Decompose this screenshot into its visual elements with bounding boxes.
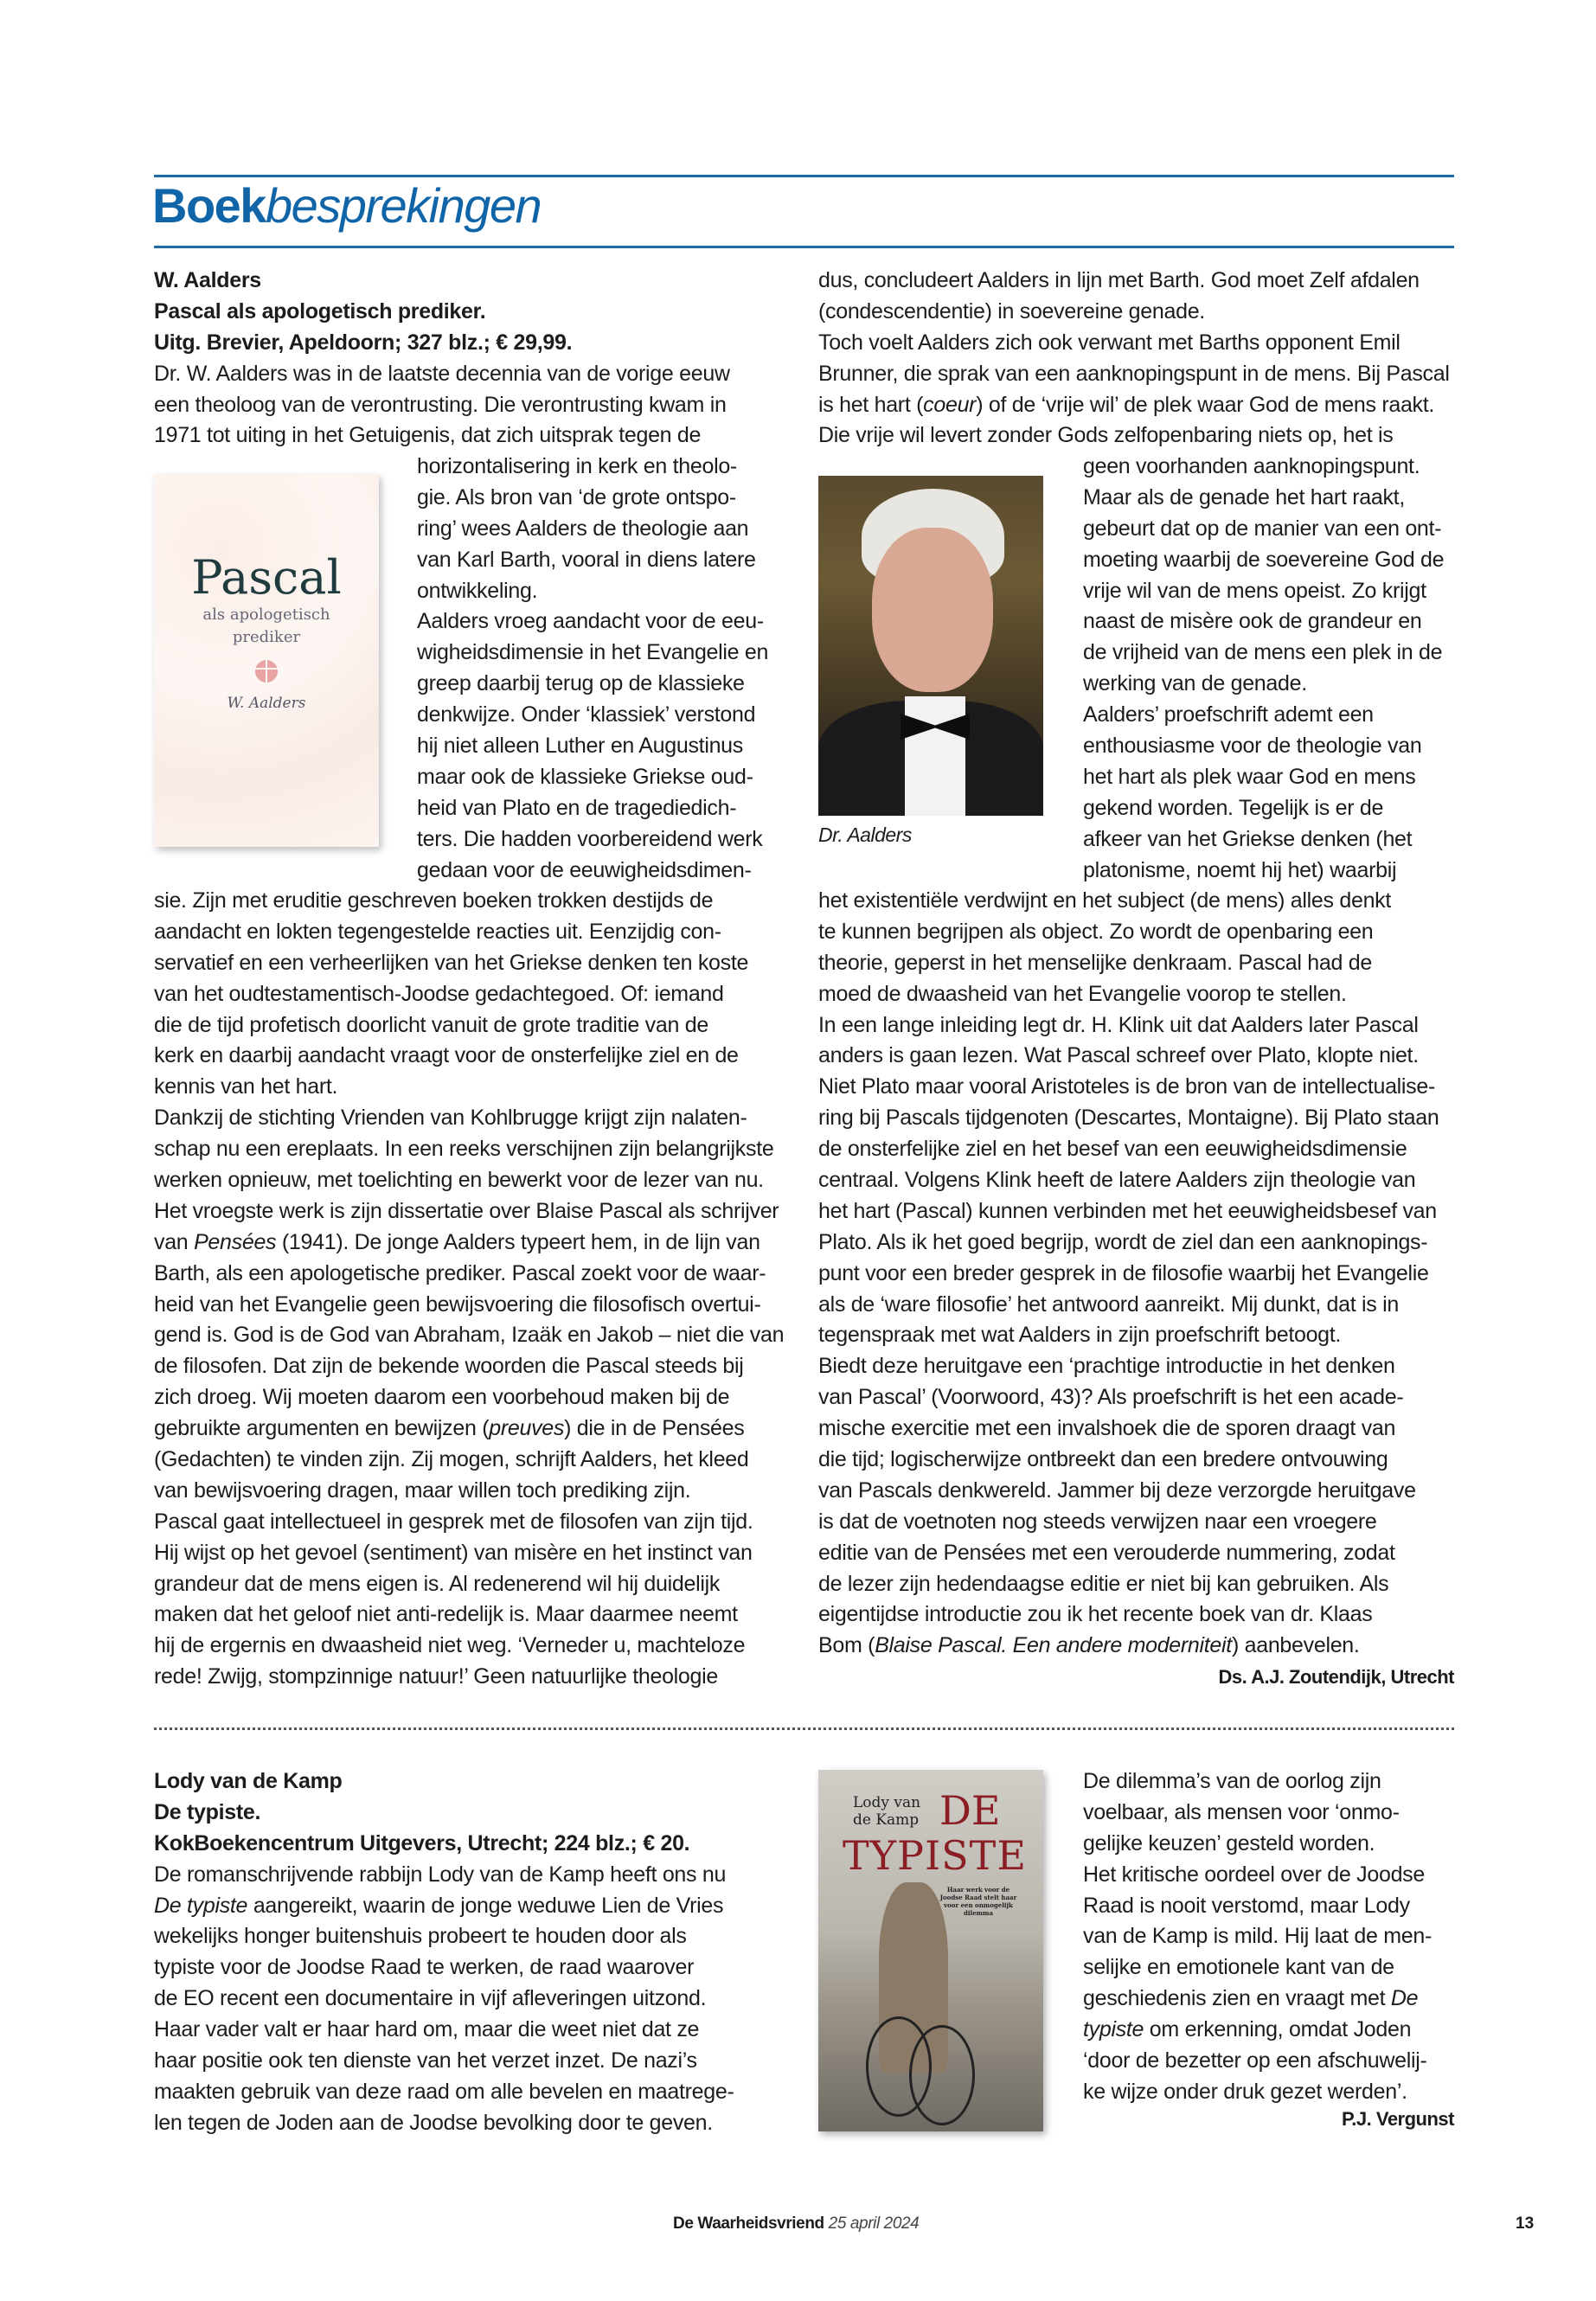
- review1-col1-bottom: [154, 886, 790, 1693]
- text-line: gedaan voor de eeuwigheidsdimen-: [417, 857, 752, 882]
- italic-text: coeur: [923, 392, 977, 417]
- text-line: gie. Als bron van ‘de grote ontspo-: [417, 484, 736, 510]
- italic-text: typiste: [1083, 2017, 1144, 2042]
- review1-col1-indent: [417, 452, 791, 886]
- page-number: 13: [1516, 2214, 1535, 2233]
- text-line: van Karl Barth, vooral in diens latere: [417, 547, 756, 572]
- text-line: maar ook de klassieke Griekse oud-: [417, 764, 753, 789]
- text-segment: is het hart (: [818, 392, 924, 417]
- text-line: moed de dwaasheid van het Evangelie voorop te stellen.: [818, 981, 1347, 1006]
- text-line: de lezer zijn hedendaagse editie er niet bij kan gebruiken. Als: [818, 1571, 1389, 1596]
- text-line: eigentijdse introductie zou ik het recente boek van dr. Klaas: [818, 1602, 1373, 1627]
- review1-col2-top: [818, 266, 1457, 452]
- text-line: zich droeg. Wij moeten daarom een voorbehoud maken bij de: [154, 1385, 730, 1410]
- text-line: van bewijsvoering dragen, maar willen toch prediking zijn.: [154, 1477, 691, 1503]
- text-line: [818, 390, 1457, 421]
- text-line: van Pascal’ (Voorwoord, 43)? Als proefschrift is het een acade-: [818, 1385, 1404, 1410]
- text-line: servatief en een verheerlijken van het Griekse denken ten koste: [154, 950, 749, 975]
- text-line: (Gedachten) te vinden zijn. Zij mogen, schrijft Aalders, het kleed: [154, 1447, 749, 1472]
- typiste-book-cover: [818, 1770, 1043, 2131]
- text-line: Raad is nooit verstomd, maar Lody: [1083, 1893, 1410, 1918]
- text-line: aandacht en lokten tegengestelde reacties uit. Eenzijdig con-: [154, 919, 721, 944]
- bold-heading-line: Uitg. Brevier, Apeldoorn; 327 blz.; € 29,99.: [154, 330, 573, 355]
- photo-caption: Dr. Aalders: [818, 824, 912, 846]
- cover-title-2: TYPISTE: [843, 1832, 1027, 1879]
- text-line: In een lange inleiding legt dr. H. Klink uit dat Aalders later Pascal: [818, 1012, 1419, 1037]
- text-line: Maar als de genade het hart raakt,: [1083, 484, 1405, 510]
- title-bold: Boek: [152, 178, 266, 233]
- italic-text: De: [1390, 1986, 1419, 2011]
- text-line: anders is gaan lezen. Wat Pascal schreef over Plato, klopte niet.: [818, 1043, 1419, 1068]
- text-line: ring’ wees Aalders de theologie aan: [417, 516, 749, 541]
- header-rule-bottom: [154, 246, 1454, 248]
- text-line: platonisme, noemt hij het) waarbij: [1083, 857, 1397, 882]
- text-segment: gebruikte argumenten en bewijzen (: [154, 1416, 490, 1441]
- bold-heading-line: KokBoekencentrum Uitgevers, Utrecht; 224 blz.; € 20.: [154, 1830, 690, 1856]
- text-line: 1971 tot uiting in het Getuigenis, dat zich uitsprak tegen de: [154, 423, 702, 448]
- text-line: grandeur dat de mens eigen is. Al redenerend wil hij duidelijk: [154, 1571, 721, 1596]
- text-line: wekelijks honger buitenshuis probeert te houden door als: [154, 1924, 687, 1949]
- text-line: het hart (Pascal) kunnen verbinden met het eeuwigheidsbesef van: [818, 1198, 1437, 1223]
- cross-logo-icon: [255, 660, 278, 683]
- text-line: Biedt deze heruitgave een ‘prachtige introductie in het denken: [818, 1354, 1395, 1379]
- text-line: [154, 1891, 790, 1922]
- page-title: [152, 177, 541, 234]
- review1-signature: Ds. A.J. Zoutendijk, Utrecht: [1218, 1666, 1454, 1688]
- text-line: gekend worden. Tegelijk is er de: [1083, 795, 1384, 820]
- text-line: rede! Zwijg, stompzinnige natuur!’ Geen natuurlijke theologie: [154, 1664, 718, 1689]
- text-line: geen voorhanden aanknopingspunt.: [1083, 454, 1420, 478]
- text-line: [1083, 2015, 1457, 2046]
- review2-signature: P.J. Vergunst: [1341, 2108, 1454, 2130]
- italic-text: preuves: [489, 1416, 565, 1441]
- review1-col2-indent: [1083, 452, 1457, 886]
- text-line: werken opnieuw, met toelichting en bewerkt voor de lezer van nu.: [154, 1168, 764, 1193]
- review2-col2: [1083, 1766, 1457, 2108]
- text-line: enthousiasme voor de theologie van: [1083, 734, 1422, 759]
- text-line: Haar vader valt er haar hard om, maar die weet niet dat ze: [154, 2017, 700, 2042]
- bold-heading-line: W. Aalders: [154, 268, 261, 292]
- cover-author: W. Aalders: [227, 695, 306, 712]
- text-line: is dat de voetnoten nog steeds verwijzen naar een vroegere: [818, 1509, 1377, 1534]
- text-line: denkwijze. Onder ‘klassiek’ verstond: [417, 702, 756, 727]
- text-line: (condescendentie) in soevereine genade.: [818, 298, 1205, 324]
- text-line: editie van de Pensées met een verouderde nummering, zodat: [818, 1540, 1395, 1565]
- text-line: centraal. Volgens Klink heeft de latere Aalders zijn theologie van: [818, 1168, 1416, 1193]
- text-segment: van: [154, 1229, 195, 1254]
- text-line: De dilemma’s van de oorlog zijn: [1083, 1769, 1381, 1793]
- text-line: [154, 1413, 790, 1445]
- text-line: punt voor een breder gesprek in de filosofie waarbij het Evangelie: [818, 1260, 1429, 1285]
- italic-text: De typiste: [154, 1893, 248, 1918]
- text-line: te kunnen begrijpen als object. Zo wordt de openbaring een: [818, 919, 1374, 944]
- shirt: [905, 696, 965, 816]
- footer-publication: De Waarheidsvriend: [673, 2214, 824, 2233]
- text-line: gebeurt dat op de manier van een ont-: [1083, 516, 1442, 541]
- cover-subtitle-1: als apologetisch: [202, 606, 330, 624]
- text-line: ontwikkeling.: [417, 578, 538, 603]
- text-line: het hart als plek waar God en mens: [1083, 764, 1416, 789]
- text-line: ‘door de bezetter op een afschuwelij-: [1083, 2048, 1427, 2073]
- text-line: Aalders vroeg aandacht voor de eeu-: [417, 609, 764, 634]
- text-segment: Bom (: [818, 1633, 875, 1658]
- text-line: len tegen de Joden aan de Joodse bevolking door te geven.: [154, 2110, 713, 2135]
- text-line: maakten gebruik van deze raad om alle bevelen en maatrege-: [154, 2079, 734, 2104]
- footer: [673, 2214, 919, 2234]
- text-line: Hij wijst op het gevoel (sentiment) van misère en het instinct van: [154, 1540, 753, 1565]
- text-line: schap nu een ereplaats. In een reeks verschijnen zijn belangrijkste: [154, 1137, 774, 1162]
- footer-date: 25 april 2024: [828, 2214, 920, 2233]
- text-line: ters. Die hadden voorbereidend werk: [417, 826, 763, 851]
- text-line: van het oudtestamentisch-Joodse gedachtegoed. Of: iemand: [154, 981, 724, 1006]
- text-line: [818, 1631, 1457, 1662]
- text-line: naast de misère ook de grandeur en: [1083, 609, 1422, 634]
- cover-subtitle-2: prediker: [232, 628, 301, 646]
- text-line: heid van Plato en de tragediedich-: [417, 795, 737, 820]
- text-segment: ) aanbevelen.: [1231, 1633, 1360, 1658]
- text-line: de EO recent een documentaire in vijf afleveringen uitzond.: [154, 1986, 707, 2011]
- text-line: van Pascals denkwereld. Jammer bij deze verzorgde heruitgave: [818, 1477, 1416, 1503]
- review1-col2-bottom: [818, 886, 1457, 1662]
- text-line: mische exercitie met een invalshoek die de sporen draagt van: [818, 1416, 1396, 1441]
- text-segment: geschiedenis zien en vraagt met: [1083, 1986, 1391, 2011]
- text-line: de onsterfelijke ziel en het besef van een eeuwigheidsdimensie: [818, 1137, 1407, 1162]
- text-line: afkeer van het Griekse denken (het: [1083, 826, 1413, 851]
- text-line: greep daarbij terug op de klassieke: [417, 671, 745, 696]
- text-line: kennis van het hart.: [154, 1074, 338, 1099]
- text-line: Dr. W. Aalders was in de laatste decennia van de vorige eeuw: [154, 361, 730, 386]
- text-line: horizontalisering in kerk en theolo-: [417, 454, 737, 478]
- text-line: van de Kamp is mild. Hij laat de men-: [1083, 1924, 1432, 1949]
- cover-author-1: Lody van: [853, 1794, 921, 1811]
- text-line: Het vroegste werk is zijn dissertatie over Blaise Pascal als schrijver: [154, 1198, 779, 1223]
- text-line: heid van het Evangelie geen bewijsvoering die filosofisch overtui-: [154, 1292, 761, 1317]
- portrait-photo: [818, 476, 1043, 816]
- text-line: Niet Plato maar vooral Aristoteles is de bron van de intellectualise-: [818, 1074, 1436, 1099]
- text-line: die tijd; logischerwijze ontbreekt dan een bredere ontvouwing: [818, 1447, 1388, 1472]
- text-line: [154, 1227, 790, 1259]
- text-line: werking van de genade.: [1083, 671, 1307, 696]
- text-line: voelbaar, als mensen voor ‘onmo-: [1083, 1799, 1400, 1824]
- cover-tagline: Haar werk voor de Joodse Raad stelt haar voor een onmogelijk dilemma: [939, 1886, 1017, 1917]
- bold-heading-line: Lody van de Kamp: [154, 1769, 343, 1793]
- text-line: De romanschrijvende rabbijn Lody van de Kamp heeft ons nu: [154, 1862, 727, 1887]
- text-segment: aangereikt, waarin de jonge weduwe Lien de Vries: [247, 1893, 724, 1918]
- text-line: als de ‘ware filosofie’ het antwoord aanreikt. Mij dunkt, dat is in: [818, 1292, 1399, 1317]
- cover-subtitle: [154, 604, 379, 649]
- text-line: Brunner, die sprak van een aanknopingspunt in de mens. Bij Pascal: [818, 361, 1450, 386]
- text-line: wigheidsdimensie in het Evangelie en: [417, 640, 769, 665]
- text-line: selijke en emotionele kant van de: [1083, 1955, 1394, 1980]
- text-line: Aalders’ proefschrift ademt een: [1083, 702, 1374, 727]
- text-line: sie. Zijn met eruditie geschreven boeken trokken destijds de: [154, 888, 714, 913]
- cover-author-2: de Kamp: [853, 1811, 920, 1829]
- text-line: vrije wil van de mens opeist. Zo krijgt: [1083, 578, 1426, 603]
- text-line: typiste voor de Joodse Raad te werken, de raad waarover: [154, 1955, 695, 1980]
- text-segment: ) of de ‘vrije wil’ de plek waar God de mens raakt.: [976, 392, 1435, 417]
- bicycle-wheel: [909, 2025, 975, 2125]
- text-segment: (1941). De jonge Aalders typeert hem, in de lijn van: [276, 1229, 760, 1254]
- text-line: Het kritische oordeel over de Joodse: [1083, 1862, 1425, 1887]
- text-line: een theoloog van de verontrusting. Die verontrusting kwam in: [154, 392, 727, 417]
- text-line: gelijke keuzen’ gesteld worden.: [1083, 1830, 1375, 1856]
- text-line: hij niet alleen Luther en Augustinus: [417, 734, 743, 759]
- text-line: het existentiële verdwijnt en het subject (de mens) alles denkt: [818, 888, 1392, 913]
- cover-author: [853, 1794, 920, 1829]
- text-line: Barth, als een apologetische prediker. Pascal zoekt voor de waar-: [154, 1260, 766, 1285]
- text-line: tegenspraak met wat Aalders in zijn proefschrift betoogt.: [818, 1323, 1342, 1348]
- title-italic: besprekingen: [265, 178, 542, 233]
- text-line: moeting waarbij de soevereine God de: [1083, 547, 1445, 572]
- review1-col1-top: [154, 266, 790, 452]
- text-segment: ) die in de Pensées: [564, 1416, 745, 1441]
- text-line: Pascal gaat intellectueel in gesprek met de filosofen van zijn tijd.: [154, 1509, 753, 1534]
- text-line: maken dat het geloof niet anti-redelijk is. Maar daarmee neemt: [154, 1602, 738, 1627]
- section-divider: [154, 1727, 1454, 1730]
- bold-heading-line: Pascal als apologetisch prediker.: [154, 298, 486, 324]
- text-line: theorie, geperst in het menselijke denkraam. Pascal had de: [818, 950, 1372, 975]
- text-line: haar positie ook ten dienste van het verzet inzet. De nazi’s: [154, 2048, 697, 2073]
- pascal-book-cover: [154, 474, 379, 847]
- italic-text: Blaise Pascal. Een andere moderniteit: [875, 1633, 1232, 1658]
- text-line: ke wijze onder druk gezet werden’.: [1083, 2079, 1407, 2104]
- review2-col1: [154, 1766, 790, 2139]
- text-line: Toch voelt Aalders zich ook verwant met Barths opponent Emil: [818, 330, 1401, 355]
- italic-text: Pensées: [194, 1229, 277, 1254]
- bold-heading-line: De typiste.: [154, 1799, 261, 1824]
- text-line: ring bij Pascals tijdgenoten (Descartes, Montaigne). Bij Plato staan: [818, 1106, 1439, 1131]
- text-line: dus, concludeert Aalders in lijn met Barth. God moet Zelf afdalen: [818, 268, 1420, 292]
- text-segment: om erkenning, omdat Joden: [1144, 2017, 1412, 2042]
- text-line: hij de ergernis en dwaasheid niet weg. ‘Verneder u, machteloze: [154, 1633, 746, 1658]
- cover-title: Pascal: [191, 550, 342, 605]
- text-line: [1083, 1984, 1457, 2015]
- text-line: Plato. Als ik het goed begrijp, wordt de ziel dan een aanknopings-: [818, 1229, 1428, 1254]
- text-line: Dankzij de stichting Vrienden van Kohlbrugge krijgt zijn nalaten-: [154, 1106, 747, 1131]
- text-line: kerk en daarbij aandacht vraagt voor de onsterfelijke ziel en de: [154, 1043, 739, 1068]
- text-line: de vrijheid van de mens een plek in de: [1083, 640, 1443, 665]
- cover-title-1: DE: [939, 1787, 1001, 1834]
- text-line: de filosofen. Dat zijn de bekende woorden die Pascal steeds bij: [154, 1354, 744, 1379]
- text-line: gend is. God is de God van Abraham, Izaäk en Jakob – niet die van: [154, 1323, 785, 1348]
- text-line: Die vrije wil levert zonder Gods zelfopenbaring niets op, het is: [818, 423, 1394, 448]
- face: [872, 528, 993, 692]
- text-line: die de tijd profetisch doorlicht vanuit de grote traditie van de: [154, 1012, 708, 1037]
